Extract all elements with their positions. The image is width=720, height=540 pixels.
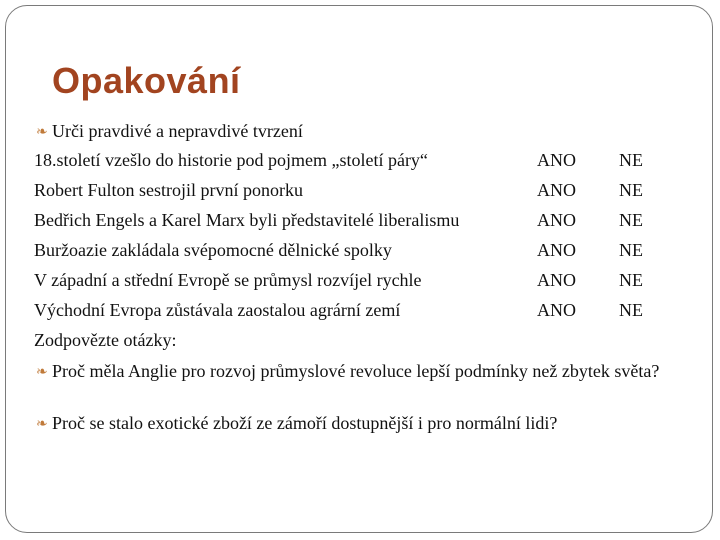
statement-1-yes: ANO <box>537 150 576 170</box>
statement-3: Bedřich Engels a Karel Marx byli představitelé liberalismu <box>34 210 460 230</box>
intro-line <box>36 121 303 142</box>
statement-6: Východní Evropa zůstávala zaostalou agrární zemí <box>34 300 401 320</box>
slide-title: Opakování <box>52 60 241 101</box>
question-1-text: Proč měla Anglie pro rozvoj průmyslové revoluce lepší podmínky než zbytek světa? <box>52 361 660 381</box>
statement-4: Buržoazie zakládala svépomocné dělnické spolky <box>34 240 392 260</box>
statement-5-no: NE <box>619 270 643 290</box>
statement-6-yes: ANO <box>537 300 576 320</box>
statement-5-yes: ANO <box>537 270 576 290</box>
ornate-bullet-icon: ❧ <box>36 125 48 140</box>
question-1 <box>36 361 686 383</box>
statement-4-no: NE <box>619 240 643 260</box>
statement-1: 18.století vzešlo do historie pod pojmem „století páry“ <box>34 150 428 170</box>
statement-2: Robert Fulton sestrojil první ponorku <box>34 180 303 200</box>
intro-text: Urči pravdivé a nepravdivé tvrzení <box>52 121 303 141</box>
question-2-text: Proč se stalo exotické zboží ze zámoří dostupnější i pro normální lidi? <box>52 413 558 433</box>
statement-1-no: NE <box>619 150 643 170</box>
ornate-bullet-icon: ❧ <box>36 365 48 380</box>
statement-2-yes: ANO <box>537 180 576 200</box>
ornate-bullet-icon: ❧ <box>36 417 48 432</box>
statement-4-yes: ANO <box>537 240 576 260</box>
answer-heading: Zodpovězte otázky: <box>34 330 177 350</box>
statement-3-yes: ANO <box>537 210 576 230</box>
statement-6-no: NE <box>619 300 643 320</box>
statement-2-no: NE <box>619 180 643 200</box>
question-2 <box>36 413 686 435</box>
statement-3-no: NE <box>619 210 643 230</box>
statement-5: V západní a střední Evropě se průmysl rozvíjel rychle <box>34 270 422 290</box>
